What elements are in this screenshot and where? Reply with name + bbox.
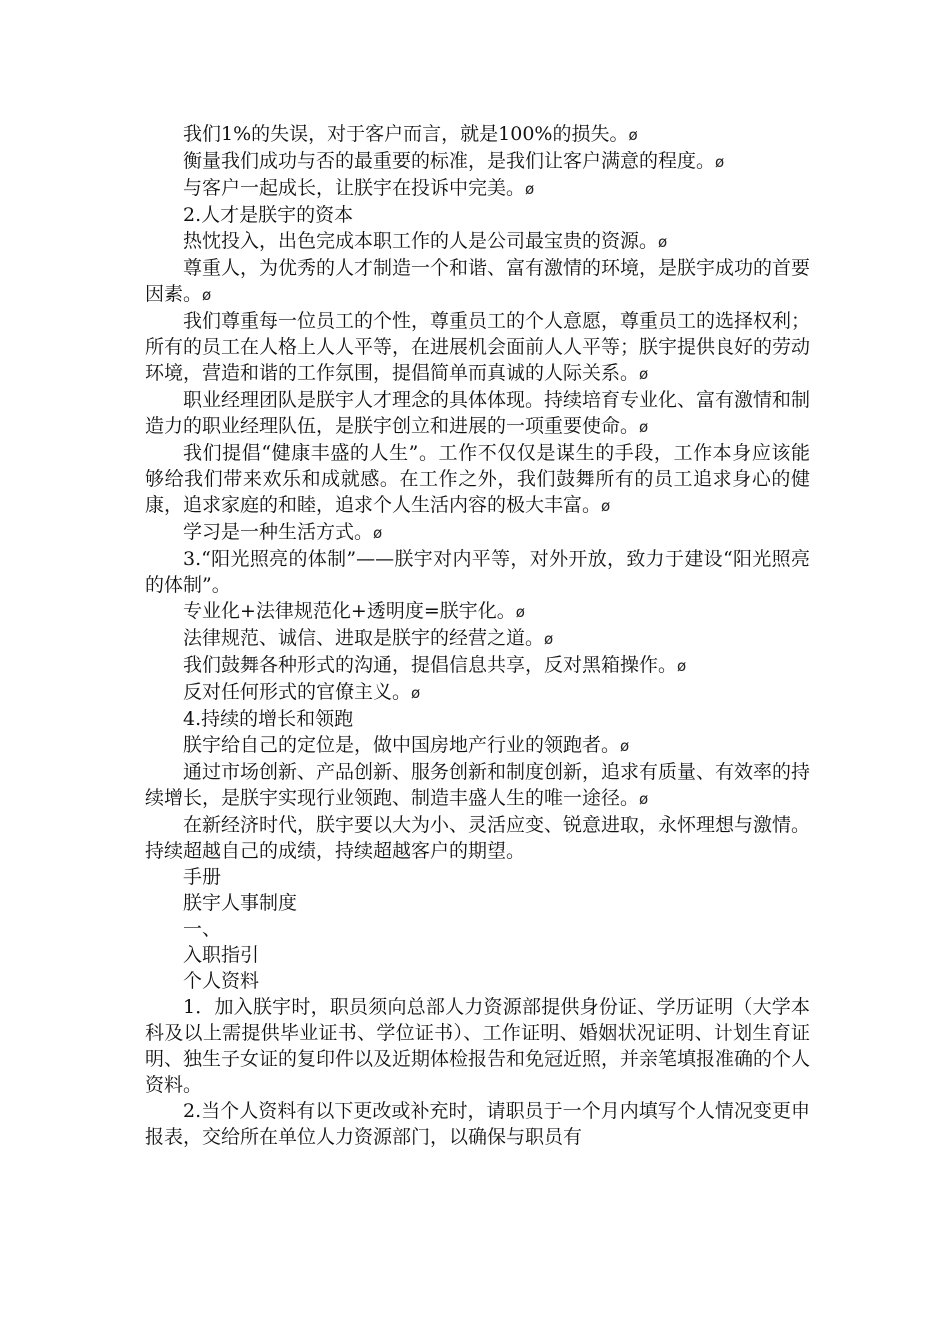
paragraph-text: 我们鼓舞各种形式的沟通，提倡信息共享，反对黑箱操作。 [183, 654, 678, 676]
paragraph-mark-icon: ø [715, 153, 725, 171]
paragraph [145, 1098, 810, 1150]
paragraph-text: 我们尊重每一位员工的个性，尊重员工的个人意愿，尊重员工的选择权利；所有的员工在人格上人人平等，在进展机会面前人人平等；朕宇提供良好的劳动环境，营造和谐的工作氛围，提倡简单而真诚的人际关系。 [145, 310, 811, 384]
chapter-title-text: 朕宇人事制度 [183, 892, 298, 914]
paragraph-text: 我们1%的失误，对于客户而言，就是100%的损失。 [183, 123, 629, 145]
section-heading [145, 706, 810, 732]
paragraph [145, 121, 810, 148]
paragraph-text: 热忱投入，出色完成本职工作的人是公司最宝贵的资源。 [183, 230, 659, 252]
paragraph-text: 职业经理团队是朕宇人才理念的具体体现。持续培育专业化、富有激情和制造力的职业经理队伍，是朕宇创立和进展的一项重要使命。 [145, 389, 811, 437]
paragraph-text: 专业化+法律规范化+透明度=朕宇化。 [183, 600, 516, 622]
paragraph-mark-icon: ø [639, 790, 649, 808]
chapter-heading-text: 入职指引 [183, 944, 260, 966]
paragraph-mark-icon: ø [601, 497, 611, 515]
paragraph-text: 2.当个人资料有以下更改或补充时，请职员于一个月内填写个人情况变更申报表，交给所在单位人力资源部门，以确保与职员有 [145, 1100, 810, 1148]
paragraph [145, 625, 810, 652]
paragraph [145, 652, 810, 679]
manual-label-text: 手册 [183, 866, 222, 888]
chapter-number [145, 916, 810, 942]
paragraph-mark-icon: ø [639, 418, 649, 436]
subsection-heading [145, 968, 810, 994]
paragraph-text: 法律规范、诚信、进取是朕宇的经营之道。 [183, 627, 545, 649]
paragraph [145, 759, 810, 812]
paragraph [145, 519, 810, 546]
paragraph-text: 通过市场创新、产品创新、服务创新和制度创新，追求有质量、有效率的持续增长，是朕宇实现行业领跑、制造丰盛人生的唯一途径。 [145, 761, 811, 809]
paragraph [145, 387, 810, 440]
paragraph-mark-icon: ø [202, 286, 212, 304]
paragraph [145, 228, 810, 255]
paragraph-text: 朕宇给自己的定位是，做中国房地产行业的领跑者。 [183, 734, 621, 756]
paragraph-text: 1．加入朕宇时，职员须向总部人力资源部提供身份证、学历证明（大学本科及以上需提供毕业证书、学位证书）、工作证明、婚姻状况证明、计划生育证明、独生子女证的复印件以及近期体检报告和免冠近照，并亲笔填报准确的个人资料。 [145, 996, 811, 1096]
section-heading-text: 3.“阳光照亮的体制”——朕宇对内平等，对外开放，致力于建设“阳光照亮的体制”。 [145, 548, 810, 596]
section-heading-text: 2.人才是朕宇的资本 [183, 204, 354, 226]
paragraph-text: 衡量我们成功与否的最重要的标准，是我们让客户满意的程度。 [183, 150, 716, 172]
paragraph-mark-icon: ø [525, 180, 535, 198]
paragraph-text: 与客户一起成长，让朕宇在投诉中完美。 [183, 177, 526, 199]
document-page [145, 121, 810, 1150]
paragraph-mark-icon: ø [544, 630, 554, 648]
paragraph [145, 598, 810, 625]
paragraph-mark-icon: ø [677, 657, 687, 675]
paragraph [145, 148, 810, 175]
paragraph-mark-icon: ø [639, 365, 649, 383]
paragraph [145, 679, 810, 706]
paragraph-text: 尊重人，为优秀的人才制造一个和谐、富有激情的环境，是朕宇成功的首要因素。 [145, 257, 811, 305]
paragraph [145, 175, 810, 202]
paragraph-mark-icon: ø [620, 737, 630, 755]
paragraph [145, 732, 810, 759]
paragraph [145, 440, 810, 519]
paragraph-mark-icon: ø [515, 603, 525, 621]
paragraph [145, 308, 810, 387]
paragraph-mark-icon: ø [411, 684, 421, 702]
paragraph-text: 我们提倡“健康丰盛的人生”。工作不仅仅是谋生的手段，工作本身应该能够给我们带来欢乐和成就感。在工作之外，我们鼓舞所有的员工追求身心的健康，追求家庭的和睦，追求个人生活内容的极大丰富。 [145, 442, 810, 516]
paragraph-text: 学习是一种生活方式。 [183, 521, 374, 543]
paragraph [145, 994, 810, 1098]
chapter-title [145, 890, 810, 916]
paragraph-text: 在新经济时代，朕宇要以大为小、灵活应变、锐意进取，永怀理想与激情。持续超越自己的成绩，持续超越客户的期望。 [145, 814, 811, 862]
section-heading [145, 546, 810, 598]
section-heading-text: 4.持续的增长和领跑 [183, 708, 354, 730]
paragraph-text: 反对任何形式的官僚主义。 [183, 681, 412, 703]
paragraph [145, 255, 810, 308]
section-heading [145, 202, 810, 228]
manual-label [145, 864, 810, 890]
paragraph [145, 812, 810, 864]
paragraph-mark-icon: ø [373, 524, 383, 542]
chapter-number-text: 一、 [183, 918, 222, 940]
subsection-heading-text: 个人资料 [183, 970, 260, 992]
paragraph-mark-icon: ø [628, 126, 638, 144]
chapter-heading [145, 942, 810, 968]
paragraph-mark-icon: ø [658, 233, 668, 251]
